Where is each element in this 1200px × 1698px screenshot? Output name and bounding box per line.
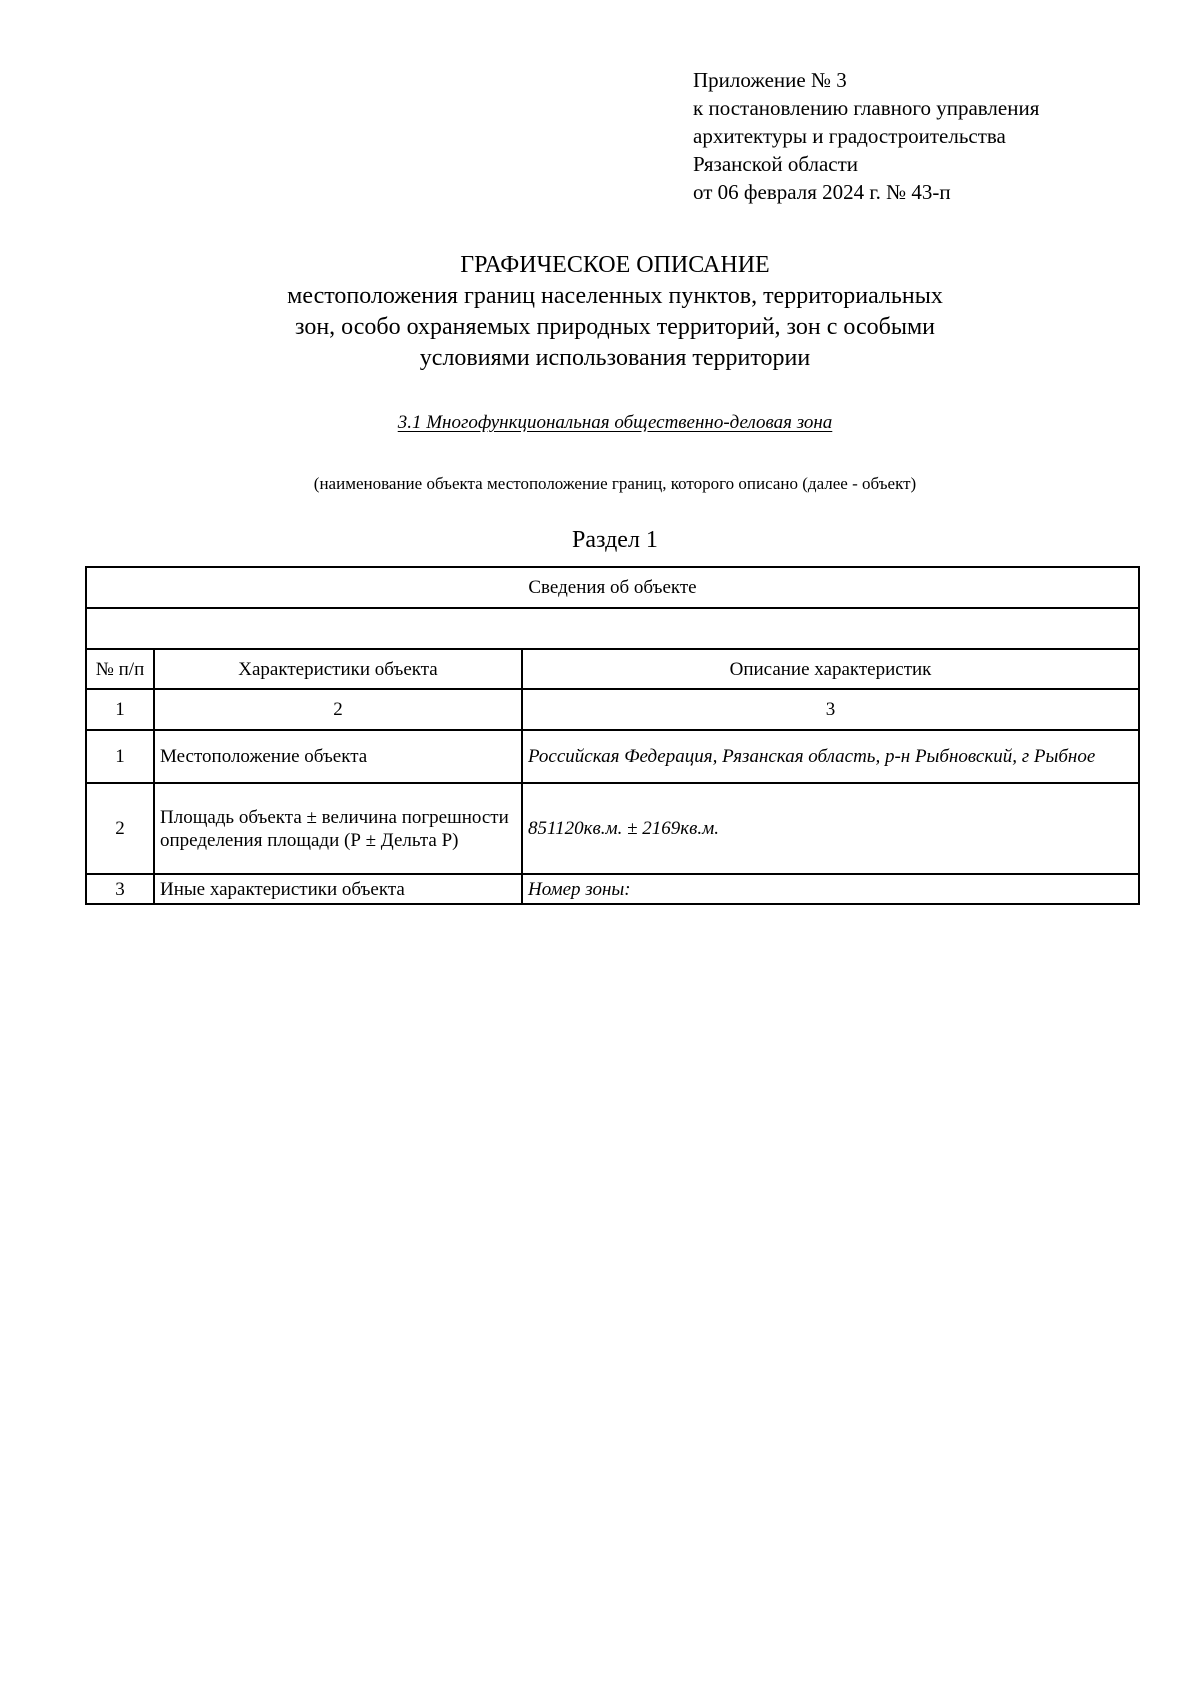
appendix-line: Рязанской области: [693, 152, 859, 176]
appendix-line: Приложение № 3: [693, 68, 847, 92]
title-heading: ГРАФИЧЕСКОЕ ОПИСАНИЕ: [460, 252, 770, 278]
title-line: условиями использования территории: [419, 345, 811, 371]
row-description: Номер зоны:: [522, 874, 1139, 904]
object-caption: (наименование объекта местоположение границ, которого описано (далее - объект): [313, 474, 917, 493]
column-number-cell: 2: [154, 689, 522, 730]
title-line: местоположения границ населенных пунктов, территориальных: [287, 283, 943, 309]
column-number-cell: 3: [522, 689, 1139, 730]
document-title: [0, 250, 1200, 374]
table-title: Сведения об объекте: [86, 567, 1139, 608]
row-characteristic: Площадь объекта ± величина погрешности определения площади (Р ± Дельта Р): [154, 783, 522, 874]
table-column-numbers-row: [86, 689, 1139, 730]
row-number: 3: [86, 874, 154, 904]
table-row: [86, 783, 1139, 874]
row-characteristic: Иные характеристики объекта: [154, 874, 522, 904]
title-line: зон, особо охраняемых природных территорий, зон с особыми: [294, 314, 936, 340]
row-number: 1: [86, 730, 154, 783]
section-heading: Раздел 1: [572, 527, 658, 553]
object-name: [0, 412, 1200, 434]
appendix-block: [693, 66, 1039, 206]
appendix-line: архитектуры и градостроительства: [693, 124, 1006, 148]
object-name-text: 3.1 Многофункциональная общественно-деловая зона: [397, 412, 833, 433]
header-cell-description: Описание характеристик: [522, 649, 1139, 689]
table-row: [86, 730, 1139, 783]
row-number: 2: [86, 783, 154, 874]
object-info-table: [85, 566, 1140, 905]
table-title-row: [86, 567, 1139, 608]
appendix-line: от 06 февраля 2024 г. № 43-п: [693, 180, 951, 204]
column-number-cell: 1: [86, 689, 154, 730]
header-cell-num: № п/п: [86, 649, 154, 689]
header-cell-characteristic: Характеристики объекта: [154, 649, 522, 689]
row-description: Российская Федерация, Рязанская область, р-н Рыбновский, г Рыбное: [522, 730, 1139, 783]
appendix-line: к постановлению главного управления: [693, 96, 1040, 120]
row-description: 851120кв.м. ± 2169кв.м.: [522, 783, 1139, 874]
row-characteristic: Местоположение объекта: [154, 730, 522, 783]
table-empty-row: [86, 608, 1139, 649]
table-header-row: [86, 649, 1139, 689]
table-row: [86, 874, 1139, 904]
empty-cell: [86, 608, 1139, 649]
